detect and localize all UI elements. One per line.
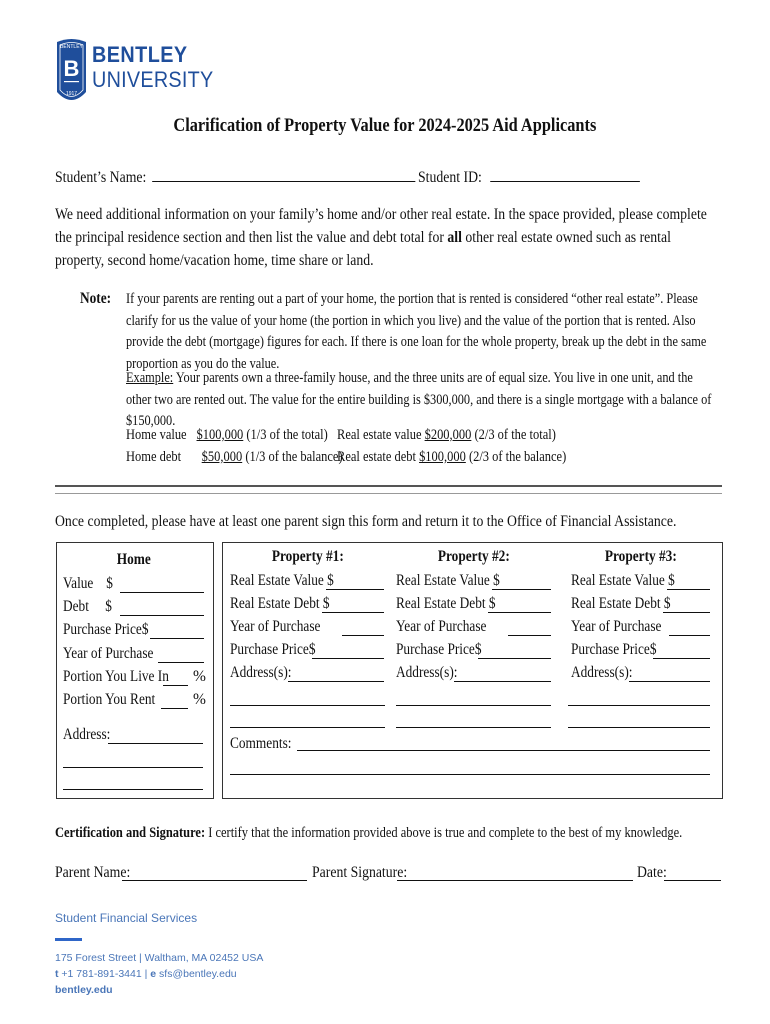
comments-field-2[interactable] xyxy=(230,774,710,775)
return-instructions: Once completed, please have at least one parent sign this form and return it to the Office of Financial Assistance. xyxy=(55,513,677,530)
wordmark-line1: BENTLEY xyxy=(92,42,188,67)
property1-address-field-2[interactable] xyxy=(230,705,385,706)
parent-name-field[interactable] xyxy=(122,880,307,881)
property1-value-label: Real Estate Value $ xyxy=(230,572,334,589)
property2-debt-label: Real Estate Debt $ xyxy=(396,595,496,612)
wordmark-line2: UNIVERSITY xyxy=(92,67,214,92)
intro-paragraph: We need additional information on your family’s home and/or other real estate. In the space provided, please complete the principal residence section and then list the value and debt total for all other real estate owned such as rental property, second home/vacation home, time share or land. xyxy=(55,206,707,269)
property3-address-field-3[interactable] xyxy=(568,727,710,728)
property3-address-label: Address(s): xyxy=(571,664,633,681)
student-id-label: Student ID: xyxy=(418,169,482,186)
example-row-home-value: Home value $100,000 (1/3 of the total) xyxy=(126,427,328,443)
home-value-label: Value $ xyxy=(63,575,113,592)
property3-heading: Property #3: xyxy=(604,548,677,565)
example-row-realestate-value: Real estate value $200,000 (2/3 of the total) xyxy=(337,427,556,443)
note-text: If your parents are renting out a part of your home, the portion that is rented is considered “other real estate”. Please clarify for us the value of your home (the portion in which you live) and the value of the portion that is rented. Also provide the debt (mortgage) figures for each. If there is one loan for the whole property, break up the debt in the same proportion as you do the value. xyxy=(126,291,707,372)
home-value-field[interactable] xyxy=(120,592,204,593)
property2-price-label: Purchase Price$ xyxy=(396,641,482,658)
property2-address-field-3[interactable] xyxy=(396,727,551,728)
property3-price-field[interactable] xyxy=(653,658,710,659)
footer-email-link[interactable]: sfs@bentley.edu xyxy=(156,968,237,980)
property1-value-field[interactable] xyxy=(326,589,384,590)
property2-value-label: Real Estate Value $ xyxy=(396,572,500,589)
home-debt-field[interactable] xyxy=(120,615,204,616)
parent-signature-label: Parent Signature: xyxy=(312,864,408,881)
footer-address: 175 Forest Street | Waltham, MA 02452 USA xyxy=(55,952,264,964)
property2-address-field-2[interactable] xyxy=(396,705,551,706)
certification-label: Certification and Signature: xyxy=(55,825,206,841)
property3-address-field-2[interactable] xyxy=(568,705,710,706)
certification-statement: Certification and Signature: I certify that the information provided above is true and complete to the best of my knowledge. xyxy=(55,825,683,841)
home-year-label: Year of Purchase xyxy=(63,645,154,662)
home-address-field-1[interactable] xyxy=(108,743,203,744)
home-address-label: Address: xyxy=(63,726,111,743)
page-title: Clarification of Property Value for 2024-2025 Aid Applicants xyxy=(173,115,597,136)
student-name-label: Student’s Name: xyxy=(55,169,147,186)
property1-address-label: Address(s): xyxy=(230,664,292,681)
property2-year-label: Year of Purchase xyxy=(396,618,487,635)
home-address-field-3[interactable] xyxy=(63,789,203,790)
home-year-field[interactable] xyxy=(158,662,204,663)
property1-year-field[interactable] xyxy=(342,635,384,636)
example-row-home-debt: Home debt $50,000 (1/3 of the balance) xyxy=(126,449,343,465)
section-divider xyxy=(55,485,722,494)
property3-price-label: Purchase Price$ xyxy=(571,641,657,658)
svg-text:B: B xyxy=(63,56,80,81)
example-label: Example: xyxy=(126,370,174,386)
property2-value-field[interactable] xyxy=(492,589,551,590)
bentley-seal-logo xyxy=(55,36,88,108)
home-live-in-field[interactable] xyxy=(163,685,188,686)
property3-debt-field[interactable] xyxy=(663,612,710,613)
home-purchase-price-label: Purchase Price$ xyxy=(63,621,149,638)
student-id-field[interactable] xyxy=(490,167,640,182)
property1-debt-label: Real Estate Debt $ xyxy=(230,595,330,612)
footer-website-link[interactable]: bentley.edu xyxy=(55,984,113,996)
property1-address-field-3[interactable] xyxy=(230,727,385,728)
property3-address-field-1[interactable] xyxy=(629,681,710,682)
parent-name-label: Parent Name: xyxy=(55,864,131,881)
home-purchase-price-field[interactable] xyxy=(150,638,204,639)
property3-debt-label: Real Estate Debt $ xyxy=(571,595,671,612)
student-name-row xyxy=(55,167,416,187)
footer-office-name: Student Financial Services xyxy=(55,911,198,925)
property3-value-label: Real Estate Value $ xyxy=(571,572,675,589)
property3-value-field[interactable] xyxy=(667,589,710,590)
property1-address-field-1[interactable] xyxy=(288,681,384,682)
property2-debt-field[interactable] xyxy=(488,612,551,613)
property2-address-field-1[interactable] xyxy=(454,681,551,682)
svg-text:BENTLEY: BENTLEY xyxy=(60,44,83,50)
home-live-in-label: Portion You Live In xyxy=(63,668,169,685)
home-rent-pct: % xyxy=(193,691,206,708)
note-label: Note: xyxy=(80,290,112,307)
property1-price-field[interactable] xyxy=(312,658,384,659)
intro-bold-all: all xyxy=(447,229,462,246)
svg-text:1917: 1917 xyxy=(65,91,78,97)
comments-field-1[interactable] xyxy=(297,750,710,751)
student-name-field[interactable] xyxy=(152,167,415,182)
property3-year-label: Year of Purchase xyxy=(571,618,662,635)
property2-price-field[interactable] xyxy=(478,658,551,659)
date-field[interactable] xyxy=(664,880,721,881)
property1-price-label: Purchase Price$ xyxy=(230,641,316,658)
home-address-field-2[interactable] xyxy=(63,767,203,768)
home-debt-label: Debt $ xyxy=(63,598,112,615)
property1-heading: Property #1: xyxy=(272,548,344,565)
example-row-realestate-debt: Real estate debt $100,000 (2/3 of the balance) xyxy=(337,449,567,465)
property1-debt-field[interactable] xyxy=(322,612,384,613)
property3-year-field[interactable] xyxy=(669,635,710,636)
home-live-in-pct: % xyxy=(193,668,206,685)
footer-accent-bar xyxy=(55,938,82,941)
property2-heading: Property #2: xyxy=(438,548,510,565)
home-heading: Home xyxy=(116,551,152,568)
parent-signature-field[interactable] xyxy=(397,880,633,881)
home-rent-label: Portion You Rent xyxy=(63,691,156,708)
footer-contact: t +1 781-891-3441 | e sfs@bentley.edu xyxy=(55,968,237,980)
comments-label: Comments: xyxy=(230,735,292,752)
student-id-row xyxy=(418,167,640,187)
date-label: Date: xyxy=(637,864,667,881)
bentley-wordmark xyxy=(92,44,227,91)
property1-year-label: Year of Purchase xyxy=(230,618,321,635)
home-rent-field[interactable] xyxy=(161,708,188,709)
property2-year-field[interactable] xyxy=(508,635,551,636)
example-text: Example: Your parents own a three-family house, and the three units are of equal size. You live in one unit, and the other two are rented out. The value for the entire building is $300,000, and there is a single mortgage with a balance of $150,000. xyxy=(126,370,712,429)
property2-address-label: Address(s): xyxy=(396,664,458,681)
